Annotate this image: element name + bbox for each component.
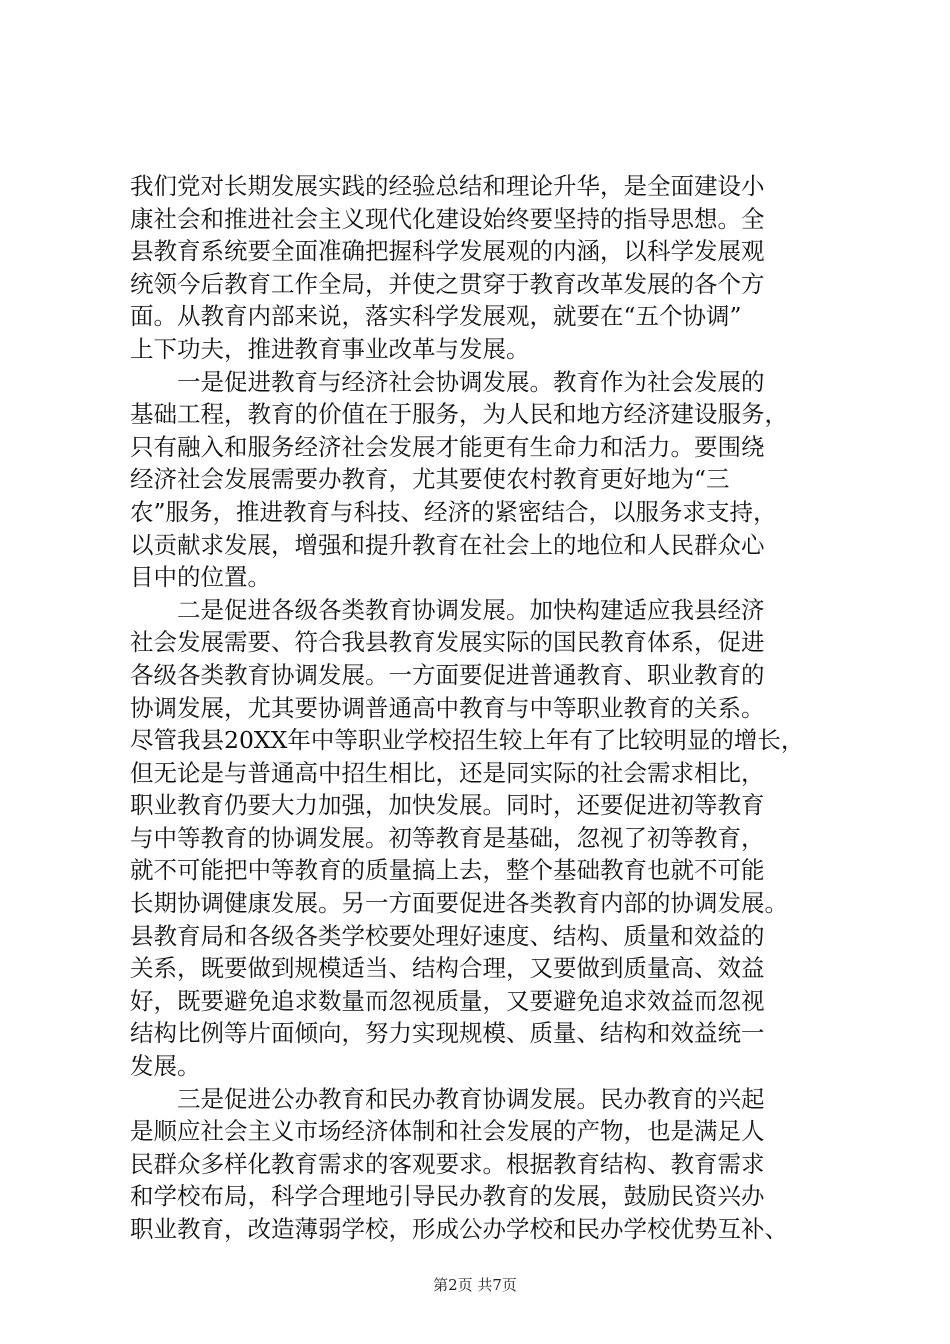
text-line: 社会发展需要、符合我县教育发展实际的国民教育体系，促进	[130, 628, 765, 657]
text-line: 只有融入和服务经济社会发展才能更有生命力和活力。要围绕	[130, 432, 765, 461]
page-number-footer: 第2页 共7页	[433, 1276, 517, 1294]
document-body	[130, 170, 830, 1246]
text-line: 三是促进公办教育和民办教育协调发展。民办教育的兴起	[130, 1084, 765, 1113]
text-line: 协调发展，尤其要协调普通高中教育与中等职业教育的关系。	[130, 693, 765, 722]
text-line: 上下功夫，推进教育事业改革与发展。	[130, 334, 530, 363]
text-line: 尽管我县20XX年中等职业学校招生较上年有了比较明显的增长，	[130, 726, 805, 755]
text-line: 一是促进教育与经济社会协调发展。教育作为社会发展的	[130, 367, 765, 396]
text-line: 民群众多样化教育需求的客观要求。根据教育结构、教育需求	[130, 1149, 765, 1178]
text-line: 就不可能把中等教育的质量搞上去，整个基础教育也就不可能	[130, 856, 765, 885]
text-line: 以贡献求发展，增强和提升教育在社会上的地位和人民群众心	[130, 530, 765, 559]
text-line: 经济社会发展需要办教育，尤其要使农村教育更好地为“三	[130, 465, 730, 494]
text-line: 目中的位置。	[130, 563, 271, 592]
text-line: 长期协调健康发展。另一方面要促进各类教育内部的协调发展。	[130, 889, 788, 918]
text-line: 职业教育仍要大力加强，加快发展。同时，还要促进初等教育	[130, 791, 765, 820]
text-line: 康社会和推进社会主义现代化建设始终要坚持的指导思想。全	[130, 204, 765, 233]
text-line: 发展。	[130, 1052, 201, 1081]
text-line: 职业教育，改造薄弱学校，形成公办学校和民办学校优势互补、	[130, 1215, 788, 1243]
text-line: 各级各类教育协调发展。一方面要促进普通教育、职业教育的	[130, 660, 765, 689]
text-line: 关系，既要做到规模适当、结构合理，又要做到质量高、效益	[130, 954, 765, 983]
text-line: 县教育局和各级各类学校要处理好速度、结构、质量和效益的	[130, 921, 765, 950]
text-line: 但无论是与普通高中招生相比，还是同实际的社会需求相比，	[130, 758, 765, 787]
text-line: 与中等教育的协调发展。初等教育是基础，忽视了初等教育，	[130, 823, 765, 852]
text-line: 农”服务，推进教育与科技、经济的紧密结合，以服务求支持，	[130, 497, 777, 526]
text-line: 我们党对长期发展实践的经验总结和理论升华，是全面建设小	[130, 172, 765, 200]
text-line: 好，既要避免追求数量而忽视质量，又要避免追求效益而忽视	[130, 986, 765, 1015]
text-line: 统领今后教育工作全局，并使之贯穿于教育改革发展的各个方	[130, 269, 765, 298]
text-line: 县教育系统要全面准确把握科学发展观的内涵，以科学发展观	[130, 237, 765, 266]
text-line: 面。从教育内部来说，落实科学发展观，就要在“五个协调”	[130, 302, 742, 331]
text-line: 结构比例等片面倾向，努力实现规模、质量、结构和效益统一	[130, 1019, 765, 1048]
text-line: 基础工程，教育的价值在于服务，为人民和地方经济建设服务，	[130, 400, 788, 429]
text-line: 和学校布局，科学合理地引导民办教育的发展，鼓励民资兴办	[130, 1182, 765, 1211]
text-line: 二是促进各级各类教育协调发展。加快构建适应我县经济	[130, 595, 765, 624]
text-line: 是顺应社会主义市场经济体制和社会发展的产物，也是满足人	[130, 1117, 765, 1146]
